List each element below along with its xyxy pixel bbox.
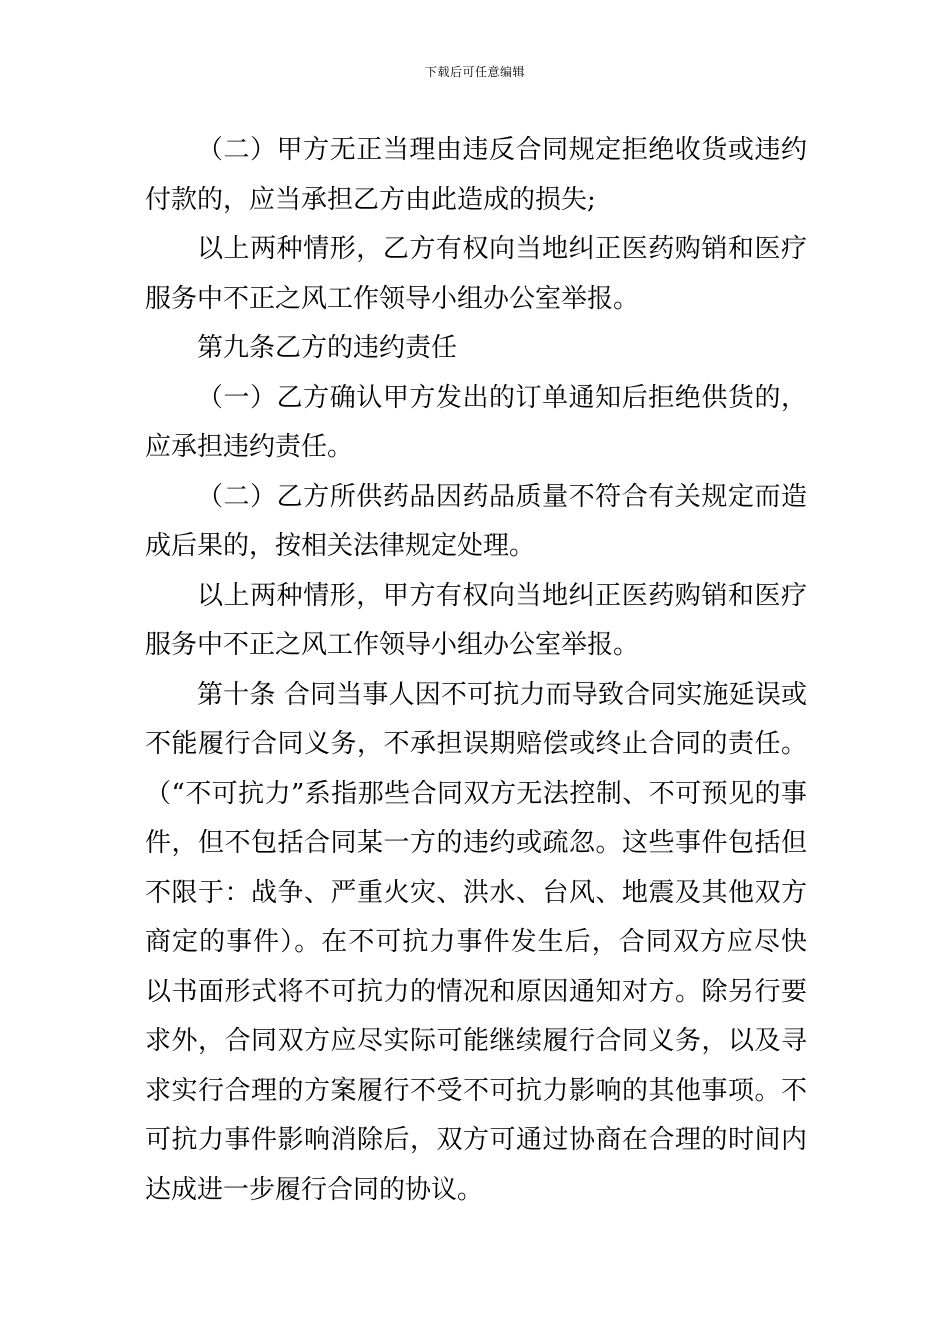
page-header: 下载后可任意编辑 [424,65,525,79]
paragraph-party-b-refuse-supply: （一）乙方确认甲方发出的订单通知后拒绝供货的，应承担违约责任。 [145,382,807,462]
paragraph-party-b-report-right: 以上两种情形，乙方有权向当地纠正医药购销和医疗服务中不正之风工作领导小组办公室举报。 [145,234,807,314]
article-10-force-majeure: 第十条 合同当事人因不可抗力而导致合同实施延误或不能履行合同义务，不承担误期赔偿或终止合同的责任。（“不可抗力”系指那些合同双方无法控制、不可预见的事件，但不包括合同某一方的违约或疏忽。这些事件包括但不限于：战争、严重火灾、洪水、台风、地震及其他双方商定的事件）。在不可抗力事件发生后，合同双方应尽快以书面形式将不可抗力的情况和原因通知对方。除另行要求外，合同双方应尽实际可能继续履行合同义务，以及寻求实行合理的方案履行不受不可抗力影响的其他事项。不可抗力事件影响消除后，双方可通过协商在合理的时间内达成进一步履行合同的协议。 [145,679,807,1205]
paragraph-party-a-report-right: 以上两种情形，甲方有权向当地纠正医药购销和医疗服务中不正之风工作领导小组办公室举报。 [145,580,807,660]
paragraph-party-a-refusal: （二）甲方无正当理由违反合同规定拒绝收货或违约付款的，应当承担乙方由此造成的损失; [145,135,807,215]
document-body [145,126,807,1215]
paragraph-party-b-quality: （二）乙方所供药品因药品质量不符合有关规定而造成后果的，按相关法律规定处理。 [145,481,807,561]
article-9-heading: 第九条乙方的违约责任 [197,333,458,363]
